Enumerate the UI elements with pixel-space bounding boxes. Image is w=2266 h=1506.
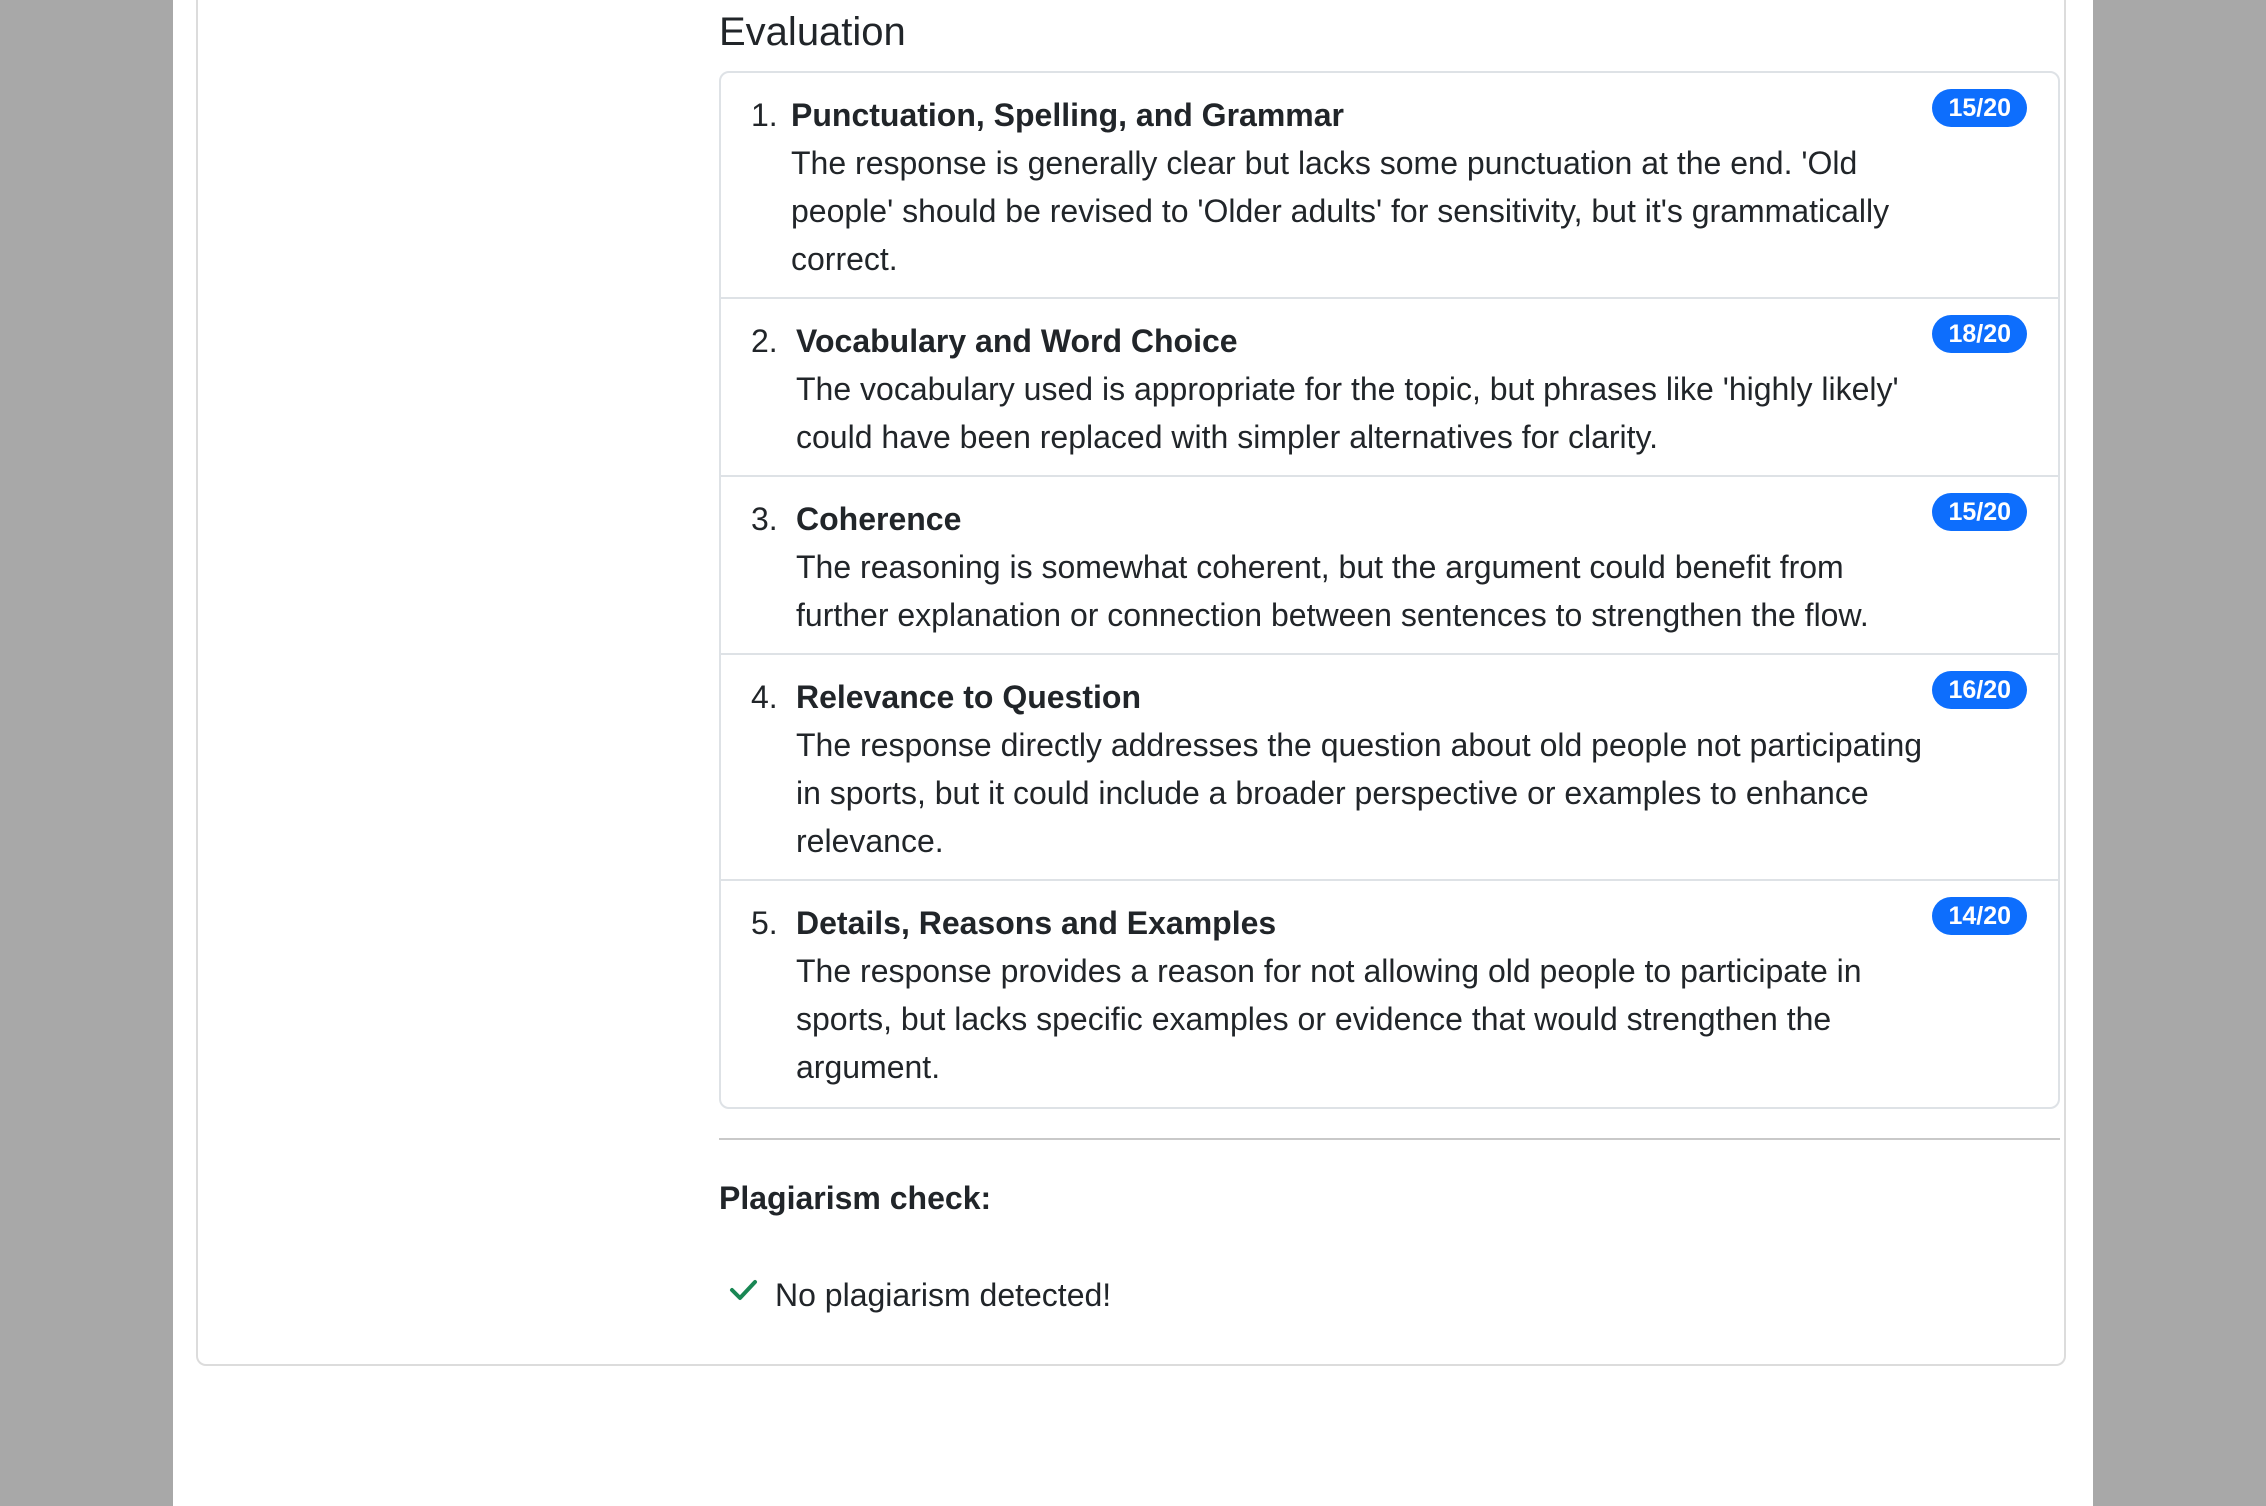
evaluation-card [196,0,2066,1366]
item-number: 1. [751,97,778,133]
item-number: 3. [751,501,778,537]
item-number: 5. [751,905,778,941]
score-badge: 16/20 [1932,671,2027,709]
item-text: The vocabulary used is appropriate for the topic, but phrases like 'highly likely' could have been replaced with simpler alternatives for clarity. [796,371,1899,455]
item-number: 2. [751,323,778,359]
section-divider [719,1138,2060,1140]
evaluation-item [721,299,2058,477]
item-body [791,91,1921,283]
plagiarism-label: Plagiarism check: [719,1180,992,1216]
item-body [796,495,1926,639]
item-heading: Details, Reasons and Examples [796,905,1277,941]
item-number: 4. [751,679,778,715]
item-text: The response directly addresses the question about old people not participating in sports, but it could include a broader perspective or examples to enhance relevance. [796,727,1923,859]
item-heading: Coherence [796,501,962,537]
score-badge: 18/20 [1932,315,2027,353]
item-text: The response is generally clear but lacks some punctuation at the end. 'Old people' should be revised to 'Older adults' for sensitivity, but it's grammatically correct. [791,145,1890,277]
evaluation-title: Evaluation [719,10,906,54]
plagiarism-result-text: No plagiarism detected! [775,1277,1112,1313]
item-text: The reasoning is somewhat coherent, but the argument could benefit from further explanation or connection between sentences to strengthen the flow. [796,549,1869,633]
page [173,0,2093,1506]
evaluation-item [721,655,2058,881]
item-body [796,899,1926,1091]
item-body [796,673,1926,865]
check-icon [728,1275,758,1305]
evaluation-item [721,73,2058,299]
evaluation-list [719,71,2060,1109]
score-badge: 14/20 [1932,897,2027,935]
score-badge: 15/20 [1932,89,2027,127]
item-text: The response provides a reason for not allowing old people to participate in sports, but lacks specific examples or evidence that would strengthen the argument. [796,953,1862,1085]
item-body [796,317,1926,461]
evaluation-item [721,881,2058,1107]
item-heading: Vocabulary and Word Choice [796,323,1238,359]
item-heading: Relevance to Question [796,679,1141,715]
score-badge: 15/20 [1932,493,2027,531]
evaluation-item [721,477,2058,655]
item-heading: Punctuation, Spelling, and Grammar [791,97,1344,133]
